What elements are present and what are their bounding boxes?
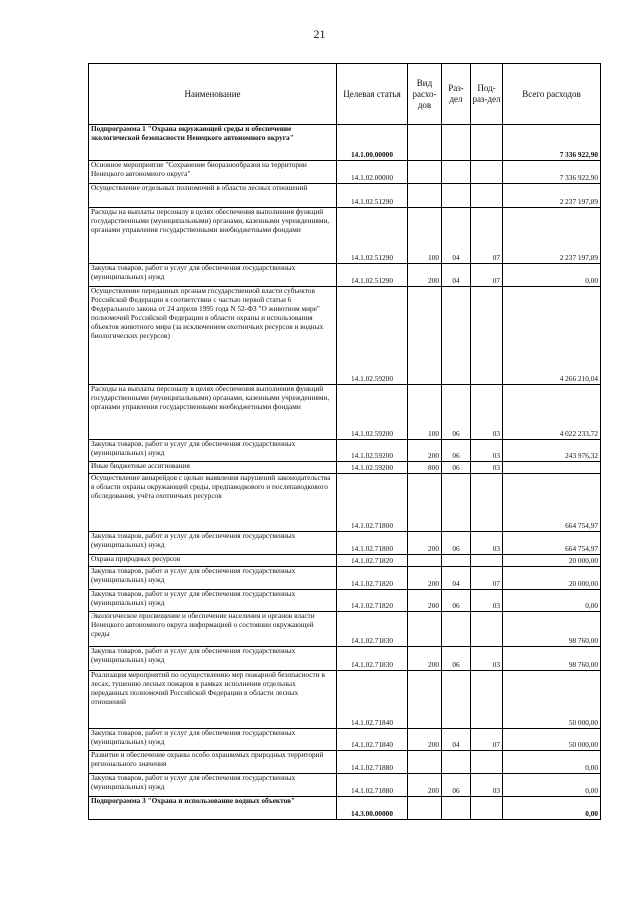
table-row	[89, 462, 601, 474]
cell-target-article: 14.1.02.71820	[337, 590, 408, 612]
cell-section	[442, 161, 471, 184]
cell-subsection: 03	[471, 774, 503, 797]
cell-name: Основное мероприятие "Сохранение биоразнообразия на территории Ненецкого автономного округа"	[89, 161, 337, 184]
cell-name: Закупка товаров, работ и услуг для обеспечения государственных (муниципальных) нужд	[89, 647, 337, 671]
cell-expense-type: 800	[408, 462, 442, 474]
table-row	[89, 729, 601, 751]
cell-target-article: 14.1.02.51290	[337, 184, 408, 208]
cell-subsection	[471, 612, 503, 647]
cell-total: 2 237 197,89	[503, 208, 601, 264]
cell-total: 0,00	[503, 264, 601, 287]
cell-name: Подпрограмма 3 "Охрана и использование водных объектов"	[89, 797, 337, 820]
cell-expense-type	[408, 474, 442, 532]
cell-target-article: 14.1.02.59200	[337, 287, 408, 385]
cell-target-article: 14.3.00.00000	[337, 797, 408, 820]
cell-expense-type: 200	[408, 590, 442, 612]
cell-expense-type: 200	[408, 440, 442, 462]
cell-name: Осуществление авиарейдов с целью выявления нарушений законодательства в области охраны окружающей среды, предпаводкового и послепаводкового обследования, учёта охотничьих ресурсов	[89, 474, 337, 532]
cell-target-article: 14.1.02.51290	[337, 208, 408, 264]
cell-target-article: 14.1.02.51290	[337, 264, 408, 287]
cell-section	[442, 797, 471, 820]
cell-target-article: 14.1.02.71820	[337, 555, 408, 567]
cell-expense-type: 200	[408, 774, 442, 797]
cell-target-article: 14.1.02.71880	[337, 751, 408, 774]
cell-total: 0,00	[503, 751, 601, 774]
cell-target-article: 14.1.02.71840	[337, 671, 408, 729]
table-header-row	[89, 64, 601, 125]
cell-subsection: 03	[471, 462, 503, 474]
cell-section: 06	[442, 532, 471, 555]
cell-section: 06	[442, 590, 471, 612]
cell-name: Закупка товаров, работ и услуг для обеспечения государственных (муниципальных) нужд	[89, 774, 337, 797]
table-row	[89, 264, 601, 287]
cell-expense-type	[408, 125, 442, 161]
cell-subsection: 07	[471, 208, 503, 264]
cell-name: Закупка товаров, работ и услуг для обеспечения государственных (муниципальных) нужд	[89, 440, 337, 462]
table-row	[89, 647, 601, 671]
cell-subsection	[471, 671, 503, 729]
cell-section: 06	[442, 647, 471, 671]
cell-expense-type	[408, 184, 442, 208]
cell-expense-type	[408, 612, 442, 647]
table-row	[89, 612, 601, 647]
cell-subsection	[471, 751, 503, 774]
cell-subsection	[471, 797, 503, 820]
cell-name: Подпрограмма 1 "Охрана окружающей среды и обеспечение экологической безопасности Ненецкого автономного округа"	[89, 125, 337, 161]
cell-section: 04	[442, 567, 471, 590]
cell-name: Расходы на выплаты персоналу в целях обеспечения выполнения функций государственными (муниципальными) органами, казенными учреждениями, органами управления государственными внебюджетными фондами	[89, 385, 337, 440]
cell-total: 7 336 922,90	[503, 161, 601, 184]
cell-section	[442, 612, 471, 647]
cell-subsection: 03	[471, 532, 503, 555]
cell-name: Закупка товаров, работ и услуг для обеспечения государственных (муниципальных) нужд	[89, 590, 337, 612]
cell-total: 20 000,00	[503, 555, 601, 567]
cell-expense-type: 100	[408, 385, 442, 440]
cell-expense-type	[408, 671, 442, 729]
cell-name: Реализация мероприятий по осуществлению мер пожарной безопасности в лесах, тушению лесных пожаров в рамках исполнения отдельных переданных полномочий Российской Федерации в области лесных отношений	[89, 671, 337, 729]
cell-section: 04	[442, 729, 471, 751]
table-row	[89, 590, 601, 612]
cell-subsection	[471, 287, 503, 385]
cell-name: Расходы на выплаты персоналу в целях обеспечения выполнения функций государственными (муниципальными) органами, казенными учреждениями, органами управления государственными внебюджетными фондами	[89, 208, 337, 264]
cell-name: Осуществление переданных органам государственной власти субъектов Российской Федерации в соответствии с частью первой статьи 6 Федерального закона от 24 апреля 1995 года N 52-ФЗ "О животном мире" полномочий Российской Федерации в области охраны и использования объектов животного мира (за исключением охотничьих ресурсов и водных биологических ресурсов)	[89, 287, 337, 385]
cell-subsection: 03	[471, 590, 503, 612]
cell-section	[442, 287, 471, 385]
table-row	[89, 532, 601, 555]
cell-name: Иные бюджетные ассигнования	[89, 462, 337, 474]
header-name: Наименование	[89, 64, 337, 125]
cell-expense-type	[408, 751, 442, 774]
table-row	[89, 774, 601, 797]
budget-table	[88, 63, 601, 820]
cell-expense-type	[408, 161, 442, 184]
cell-total: 4 022 233,72	[503, 385, 601, 440]
table-row	[89, 161, 601, 184]
cell-subsection	[471, 474, 503, 532]
cell-subsection: 07	[471, 567, 503, 590]
cell-target-article: 14.1.02.59200	[337, 440, 408, 462]
cell-total: 20 000,00	[503, 567, 601, 590]
cell-total: 98 760,00	[503, 612, 601, 647]
cell-subsection: 03	[471, 385, 503, 440]
cell-target-article: 14.1.00.00000	[337, 125, 408, 161]
table-row	[89, 440, 601, 462]
table-row	[89, 184, 601, 208]
table-row	[89, 125, 601, 161]
cell-total: 0,00	[503, 774, 601, 797]
page-number: 21	[313, 27, 326, 41]
table-row	[89, 555, 601, 567]
cell-target-article: 14.1.02.71800	[337, 474, 408, 532]
header-expense-type: Вид расхо-дов	[408, 64, 442, 125]
cell-section: 06	[442, 774, 471, 797]
cell-target-article: 14.1.02.71830	[337, 612, 408, 647]
cell-section	[442, 751, 471, 774]
cell-target-article: 14.1.02.00000	[337, 161, 408, 184]
cell-name: Закупка товаров, работ и услуг для обеспечения государственных (муниципальных) нужд	[89, 264, 337, 287]
cell-name: Закупка товаров, работ и услуг для обеспечения государственных (муниципальных) нужд	[89, 729, 337, 751]
cell-expense-type: 200	[408, 532, 442, 555]
cell-expense-type: 200	[408, 647, 442, 671]
cell-section: 04	[442, 208, 471, 264]
cell-section	[442, 125, 471, 161]
cell-expense-type: 100	[408, 208, 442, 264]
cell-expense-type	[408, 287, 442, 385]
cell-total: 664 754,97	[503, 532, 601, 555]
cell-section	[442, 671, 471, 729]
cell-name: Охрана природных ресурсов	[89, 555, 337, 567]
cell-section	[442, 184, 471, 208]
cell-section: 06	[442, 462, 471, 474]
cell-section	[442, 555, 471, 567]
cell-expense-type: 200	[408, 264, 442, 287]
cell-target-article: 14.1.02.71800	[337, 532, 408, 555]
cell-section: 06	[442, 440, 471, 462]
cell-total: 243 976,32	[503, 440, 601, 462]
cell-name: Осуществление отдельных полномочий в области лесных отношений	[89, 184, 337, 208]
table-row	[89, 287, 601, 385]
cell-section: 06	[442, 385, 471, 440]
cell-subsection: 03	[471, 440, 503, 462]
cell-target-article: 14.1.02.59200	[337, 462, 408, 474]
cell-target-article: 14.1.02.71820	[337, 567, 408, 590]
cell-subsection	[471, 555, 503, 567]
cell-name: Закупка товаров, работ и услуг для обеспечения государственных (муниципальных) нужд	[89, 567, 337, 590]
cell-total	[503, 462, 601, 474]
table-row	[89, 671, 601, 729]
cell-subsection	[471, 161, 503, 184]
header-section: Раз-дел	[442, 64, 471, 125]
cell-name: Закупка товаров, работ и услуг для обеспечения государственных (муниципальных) нужд	[89, 532, 337, 555]
cell-subsection: 07	[471, 729, 503, 751]
cell-subsection: 03	[471, 647, 503, 671]
cell-total: 0,00	[503, 590, 601, 612]
table-row	[89, 385, 601, 440]
table-row	[89, 751, 601, 774]
cell-name: Развитие и обеспечение охраны особо охраняемых природных территорий регионального значения	[89, 751, 337, 774]
cell-expense-type: 200	[408, 567, 442, 590]
header-subsection: Под-раз-дел	[471, 64, 503, 125]
cell-expense-type	[408, 555, 442, 567]
table-row	[89, 797, 601, 820]
cell-total: 98 760,00	[503, 647, 601, 671]
cell-total: 50 000,00	[503, 729, 601, 751]
cell-total: 4 266 210,04	[503, 287, 601, 385]
cell-subsection	[471, 125, 503, 161]
cell-target-article: 14.1.02.71830	[337, 647, 408, 671]
cell-total: 0,00	[503, 797, 601, 820]
cell-total: 664 754,97	[503, 474, 601, 532]
table-row	[89, 474, 601, 532]
cell-target-article: 14.1.02.71840	[337, 729, 408, 751]
cell-section	[442, 474, 471, 532]
cell-total: 50 000,00	[503, 671, 601, 729]
cell-name: Экологическое просвещение и обеспечение населения и органов власти Ненецкого автономного округа информацией о состоянии окружающей среды	[89, 612, 337, 647]
cell-target-article: 14.1.02.71880	[337, 774, 408, 797]
cell-expense-type	[408, 797, 442, 820]
cell-subsection: 07	[471, 264, 503, 287]
cell-total: 2 237 197,89	[503, 184, 601, 208]
cell-subsection	[471, 184, 503, 208]
cell-section: 04	[442, 264, 471, 287]
table-row	[89, 567, 601, 590]
header-total: Всего расходов	[503, 64, 601, 125]
cell-target-article: 14.1.02.59200	[337, 385, 408, 440]
header-target-article: Целевая статья	[337, 64, 408, 125]
cell-total: 7 336 922,90	[503, 125, 601, 161]
cell-expense-type: 200	[408, 729, 442, 751]
table-row	[89, 208, 601, 264]
